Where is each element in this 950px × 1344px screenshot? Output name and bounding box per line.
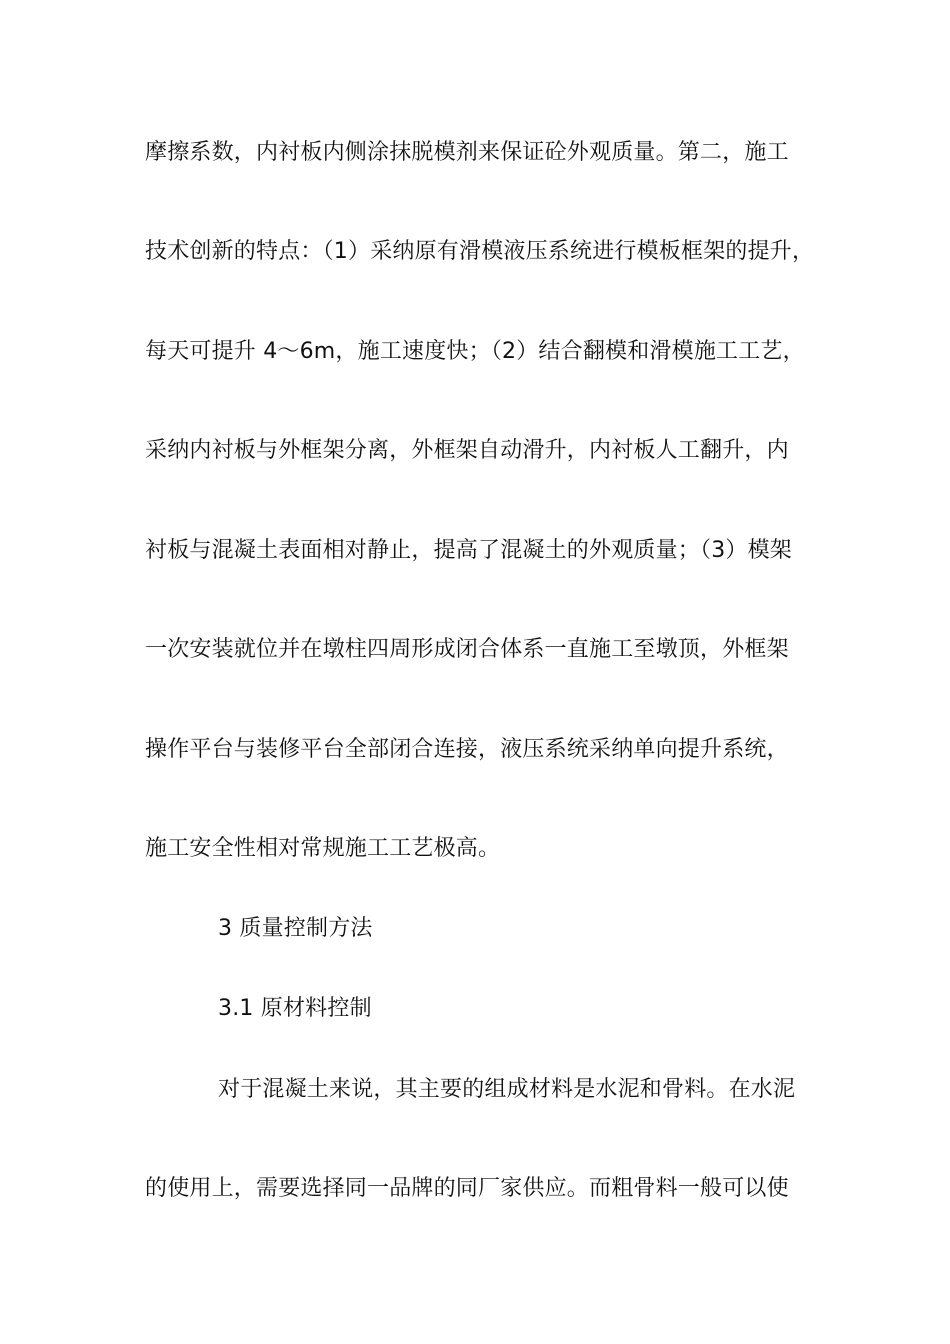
paragraph-line: 一次安装就位并在墩柱四周形成闭合体系一直施工至墩顶，外框架 xyxy=(145,637,789,662)
paragraph-line: 技术创新的特点：（1）采纳原有滑模液压系统进行模板框架的提升， xyxy=(145,239,815,264)
paragraph-line: 对于混凝土来说，其主要的组成材料是水泥和骨料。在水泥 xyxy=(218,1077,796,1102)
paragraph-line: 摩擦系数，内衬板内侧涂抹脱模剂来保证砼外观质量。第二，施工 xyxy=(145,140,789,165)
paragraph-line: 每天可提升 4～6m，施工速度快；（2）结合翻模和滑模施工工艺， xyxy=(145,339,805,364)
section-heading: 3 质量控制方法 xyxy=(218,916,373,941)
paragraph-line: 施工安全性相对常规施工工艺极高。 xyxy=(145,836,501,861)
paragraph-line: 衬板与混凝土表面相对静止，提高了混凝土的外观质量；（3）模架 xyxy=(145,538,792,563)
paragraph-line: 操作平台与装修平台全部闭合连接，液压系统采纳单向提升系统， xyxy=(145,737,789,762)
paragraph-line: 的使用上，需要选择同一品牌的同厂家供应。而粗骨料一般可以使 xyxy=(145,1176,789,1201)
paragraph-line: 采纳内衬板与外框架分离，外框架自动滑升，内衬板人工翻升，内 xyxy=(145,438,789,463)
subsection-heading: 3.1 原材料控制 xyxy=(218,996,372,1021)
